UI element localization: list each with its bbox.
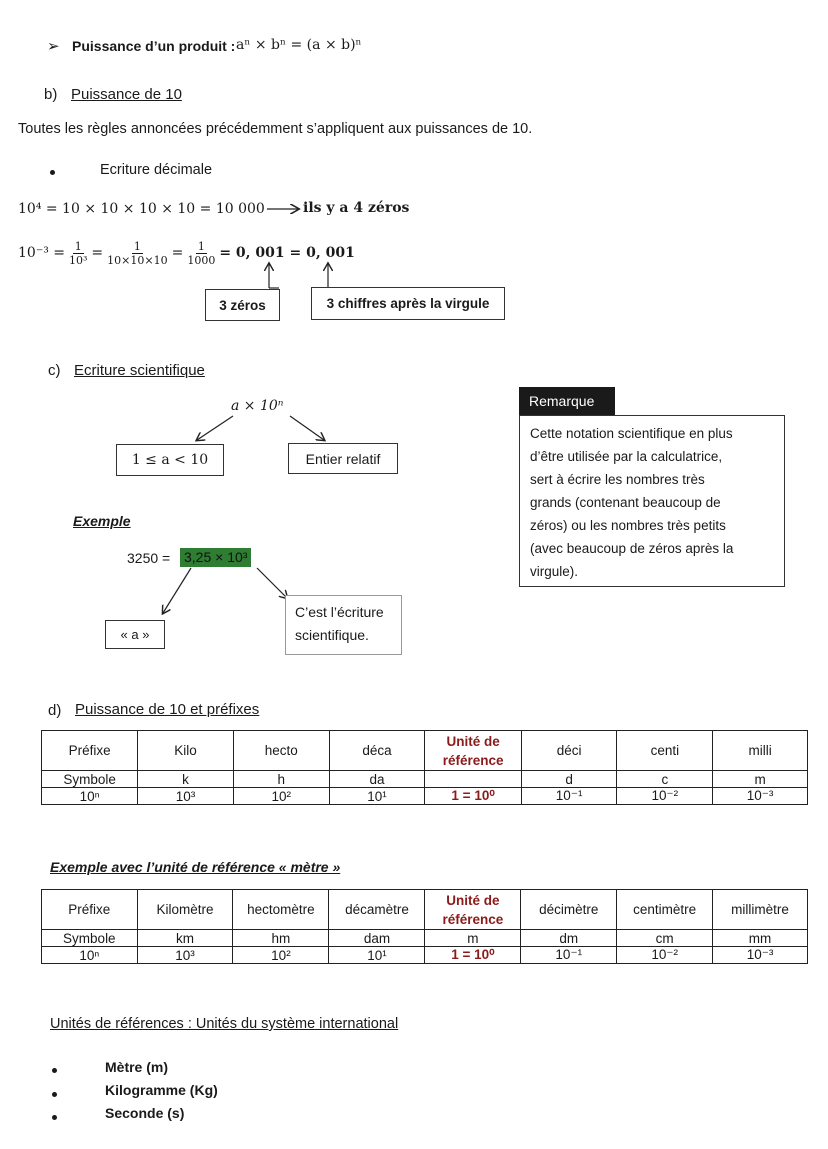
down-right-arrow-icon bbox=[257, 568, 287, 598]
reference-unit-cell: 1 = 10⁰ bbox=[425, 947, 521, 964]
remark-line: d’être utilisée par la calculatrice, bbox=[530, 449, 723, 464]
table-cell: da bbox=[329, 771, 425, 788]
table-cell: 10² bbox=[233, 947, 329, 964]
table-cell: 10³ bbox=[137, 947, 233, 964]
table-cell: c bbox=[617, 771, 713, 788]
fraction-denominator: 1000 bbox=[187, 253, 216, 267]
remark-line: (avec beaucoup de zéros après la bbox=[530, 541, 734, 556]
table-cell: 10⁻¹ bbox=[521, 947, 617, 964]
fraction bbox=[67, 240, 89, 267]
table-cell: Kilo bbox=[138, 731, 234, 771]
table-cell: Kilomètre bbox=[137, 890, 233, 930]
note-line: C’est l’écriture bbox=[295, 604, 384, 620]
reference-unit-cell: 1 = 10⁰ bbox=[425, 788, 521, 805]
remark-line: zéros) ou les nombres très petits bbox=[530, 518, 726, 533]
row-label: Symbole bbox=[42, 771, 138, 788]
table-row bbox=[42, 731, 808, 771]
table-cell: 10⁻¹ bbox=[521, 788, 617, 805]
table-cell: 10¹ bbox=[329, 947, 425, 964]
remark-line: sert à écrire les nombres très bbox=[530, 472, 705, 487]
remark-line: grands (contenant beaucoup de bbox=[530, 495, 721, 510]
table-cell: h bbox=[233, 771, 329, 788]
table-cell: déci bbox=[521, 731, 617, 771]
eq2-rhs: = 0, 001 = 0, 001 bbox=[219, 245, 355, 261]
down-right-arrow-icon bbox=[290, 416, 324, 440]
table-cell: 10⁻² bbox=[617, 788, 713, 805]
table-cell: hecto bbox=[233, 731, 329, 771]
arrow-bullet-icon: ➢ bbox=[47, 38, 60, 55]
table-cell: décimètre bbox=[521, 890, 617, 930]
table-cell bbox=[425, 771, 521, 788]
decimal-bullet-title: Ecriture décimale bbox=[100, 162, 213, 178]
eq2-lhs: 10⁻³ = bbox=[18, 245, 65, 261]
table-cell: centi bbox=[617, 731, 713, 771]
row-label: Préfixe bbox=[42, 731, 138, 771]
down-left-arrow-icon bbox=[197, 416, 233, 440]
table-cell: d bbox=[521, 771, 617, 788]
section-c-letter: c) bbox=[48, 362, 61, 379]
section-b-letter: b) bbox=[44, 86, 58, 103]
table-cell: cm bbox=[617, 930, 713, 947]
equation-power-4: 10⁴ = 10 × 10 × 10 × 10 = 10 000 bbox=[18, 201, 265, 217]
mantissa-range-box: 1 ≤ a < 10 bbox=[116, 444, 224, 476]
section-c-title: Ecriture scientifique bbox=[74, 362, 205, 379]
table-cell: 10⁻³ bbox=[713, 788, 808, 805]
note-line: scientifique. bbox=[295, 627, 369, 643]
metre-prefix-table bbox=[41, 889, 808, 964]
fraction bbox=[185, 240, 217, 267]
dot-bullet-icon bbox=[52, 1068, 57, 1073]
exponent-type-box: Entier relatif bbox=[288, 443, 398, 474]
table-cell: km bbox=[137, 930, 233, 947]
table-cell: hm bbox=[233, 930, 329, 947]
table-row bbox=[42, 947, 808, 964]
fraction bbox=[105, 240, 169, 267]
product-rule-formula: aⁿ × bⁿ = (a × b)ⁿ bbox=[236, 37, 362, 53]
list-item: Kilogramme (Kg) bbox=[105, 1082, 218, 1098]
fraction-denominator: 10³ bbox=[69, 253, 88, 267]
row-label: 10ⁿ bbox=[42, 788, 138, 805]
table-cell: dam bbox=[329, 930, 425, 947]
fraction-denominator: 10×10×10 bbox=[107, 253, 168, 267]
a-label-box: « a » bbox=[105, 620, 165, 649]
table-row bbox=[42, 788, 808, 805]
row-label: Préfixe bbox=[42, 890, 138, 930]
table-cell: 10³ bbox=[138, 788, 234, 805]
table-row bbox=[42, 771, 808, 788]
row-label: 10ⁿ bbox=[42, 947, 138, 964]
reference-unit-cell: Unité de référence bbox=[425, 731, 521, 771]
prefix-table bbox=[41, 730, 808, 805]
table-cell: 10² bbox=[233, 788, 329, 805]
digits-after-comma-box: 3 chiffres après la virgule bbox=[311, 287, 505, 320]
table-cell: k bbox=[138, 771, 234, 788]
table-cell: dm bbox=[521, 930, 617, 947]
zeros-count-note: ils y a 4 zéros bbox=[303, 200, 410, 216]
section-d-letter: d) bbox=[48, 702, 62, 719]
list-item: Seconde (s) bbox=[105, 1105, 185, 1121]
zeros-box: 3 zéros bbox=[205, 289, 280, 321]
metre-example-title: Exemple avec l’unité de référence « mètre » bbox=[50, 859, 341, 875]
section-b-title: Puissance de 10 bbox=[71, 86, 182, 103]
equation-power-minus-3: 10⁻³ = $\frac{1}{\text{10³}}$ = $\frac{1}{10\times 10\times 10}$ = $\frac{1}{1000}$ = 0, 001 = 0, 001 bbox=[18, 239, 355, 267]
table-cell: déca bbox=[329, 731, 425, 771]
row-label: Symbole bbox=[42, 930, 138, 947]
si-units-title: Unités de références : Unités du système international bbox=[50, 1016, 399, 1032]
fraction-numerator: 1 bbox=[133, 239, 141, 253]
highlighted-scientific-value: 3,25 × 10³ bbox=[180, 548, 251, 567]
example-lhs: 3250 = bbox=[127, 550, 171, 566]
reference-unit-cell: Unité de référence bbox=[425, 890, 521, 930]
table-cell: mm bbox=[713, 930, 808, 947]
remark-title: Remarque bbox=[519, 387, 615, 416]
table-cell: m bbox=[425, 930, 521, 947]
table-cell: centimètre bbox=[617, 890, 713, 930]
table-cell: m bbox=[713, 771, 808, 788]
table-cell: millimètre bbox=[713, 890, 808, 930]
down-left-arrow-icon bbox=[163, 568, 191, 613]
remark-line: virgule). bbox=[530, 564, 579, 579]
table-cell: décamètre bbox=[329, 890, 425, 930]
dot-bullet-icon bbox=[52, 1092, 57, 1097]
product-rule-label: Puissance d’un produit : bbox=[72, 38, 236, 54]
example-title: Exemple bbox=[73, 513, 131, 529]
table-cell: hectomètre bbox=[233, 890, 329, 930]
fraction-numerator: 1 bbox=[74, 239, 82, 253]
remark-line: Cette notation scientifique en plus bbox=[530, 426, 733, 441]
table-row bbox=[42, 890, 808, 930]
intro-text: Toutes les règles annoncées précédemment s’appliquent aux puissances de 10. bbox=[18, 121, 533, 137]
table-row bbox=[42, 930, 808, 947]
dot-bullet-icon bbox=[52, 1115, 57, 1120]
section-d-title: Puissance de 10 et préfixes bbox=[75, 701, 260, 718]
scientific-notation-note-box bbox=[285, 595, 402, 655]
table-cell: milli bbox=[713, 731, 808, 771]
scientific-form: a × 10ⁿ bbox=[231, 398, 284, 414]
table-cell: 10¹ bbox=[329, 788, 425, 805]
list-item: Mètre (m) bbox=[105, 1059, 169, 1075]
dot-bullet-icon bbox=[50, 170, 55, 175]
remark-box bbox=[519, 415, 785, 587]
table-cell: 10⁻² bbox=[617, 947, 713, 964]
fraction-numerator: 1 bbox=[197, 239, 205, 253]
table-cell: 10⁻³ bbox=[713, 947, 808, 964]
